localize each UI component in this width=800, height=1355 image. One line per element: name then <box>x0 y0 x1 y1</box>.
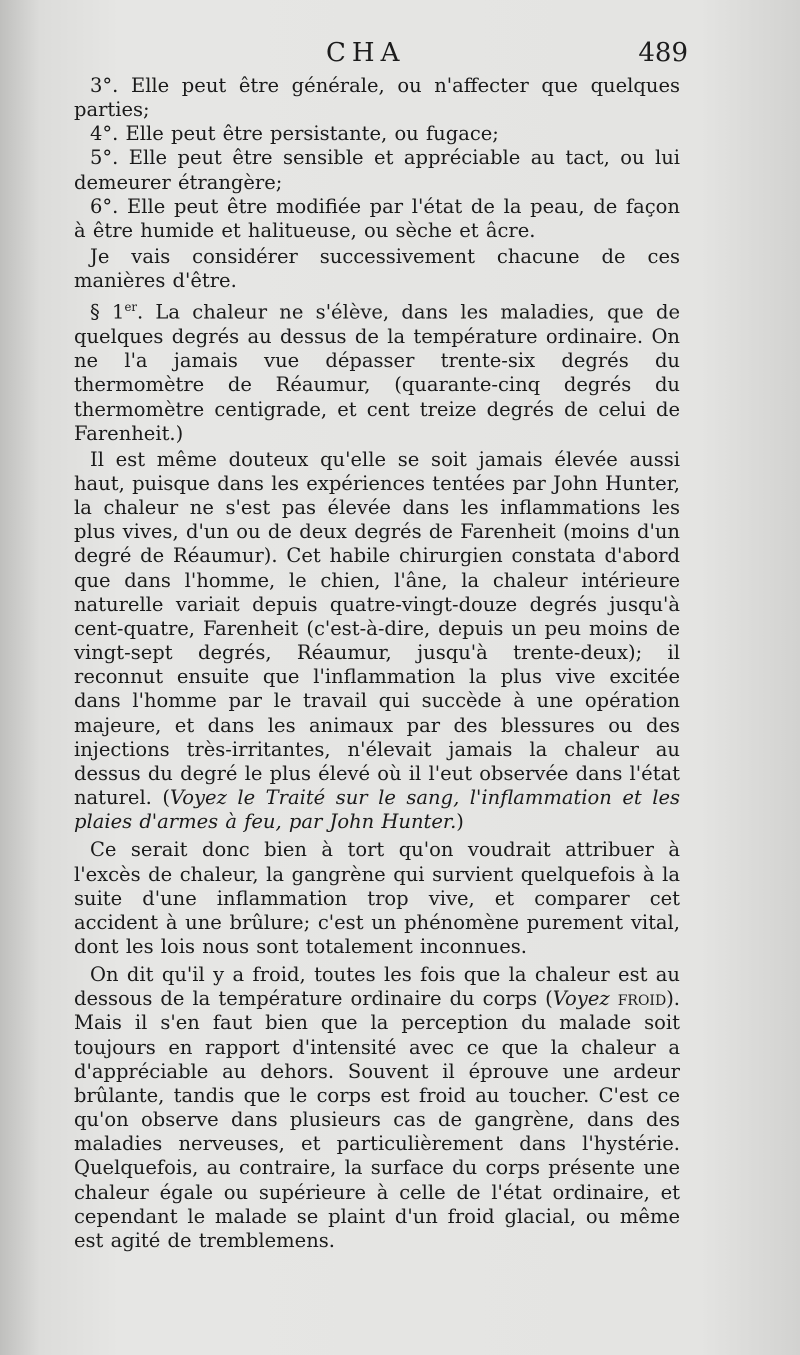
section-text: . La chaleur ne s'élève, dans les maladies, que de quelques degrés au dessus de la température ordinaire. On ne l'a jamais vue dépasser trente-six degrés du thermomètre de Réaumur, (quarante-cinq degrés du thermomètre centigrade, et cent treize degrés de celui de Farenheit.) <box>74 300 680 445</box>
section-mark-superscript: er <box>124 300 137 315</box>
page-number: 489 <box>638 38 688 68</box>
list-item-6: 6°. Elle peut être modifiée par l'état de la peau, de façon à être humide et halitueuse, ou sèche et âcre. <box>74 194 680 242</box>
froid-paragraph <box>74 963 680 1253</box>
froid-voyez: Voyez <box>552 987 610 1011</box>
hunter-reference: Voyez le Traité sur le sang, l'inflammation et les plaies d'armes à feu, par John Hunter. <box>74 786 680 834</box>
body-text <box>74 74 680 1253</box>
list-item-3: 3°. Elle peut être générale, ou n'affecter que quelques parties; <box>74 74 680 122</box>
running-head: CHA <box>326 38 406 68</box>
hunter-paragraph <box>74 448 680 835</box>
hunter-text: Il est même douteux qu'elle se soit jamais élevée aussi haut, puisque dans les expériences tentées par John Hunter, la chaleur ne s'est pas élevée dans les inflammations les plus vives, d'un ou de deux degrés de Farenheit (moins d'un degré de Réaumur). Cet habile chirurgien constata d'abord que dans l'homme, le chien, l'âne, la chaleur intérieure naturelle variait depuis quatre-vingt-douze degrés jusqu'à cent-quatre, Farenheit (c'est-à-dire, depuis un peu moins de vingt-sept degrés, Réaumur, jusqu'à trente-deux); il reconnut ensuite que l'inflammation la plus vive excitée dans l'homme par le travail qui succède à une opération majeure, et dans les animaux par des blessures ou des injections très-irritantes, n'élevait jamais la chaleur au dessus du degré le plus élevé où il l'eut observée dans l'état naturel. ( <box>74 447 680 810</box>
page-header <box>0 38 800 78</box>
intro-paragraph: Je vais considérer successivement chacune de ces manières d'être. <box>74 245 680 293</box>
froid-crossref: froid <box>617 987 667 1011</box>
froid-text-after: ). Mais il s'en faut bien que la perception du malade soit toujours en rapport d'intensité avec ce que la chaleur a d'appréciable au dehors. Souvent il éprouve une ardeur brûlante, tandis que le corps est froid au toucher. C'est ce qu'on observe dans plusieurs cas de gangrène, dans des maladies nerveuses, et particulièrement dans l'hystérie. Quelquefois, au contraire, la surface du corps présente une chaleur égale ou supérieure à celle de l'état ordinaire, et cependant le malade se plaint d'un froid glacial, ou même est agité de tremblemens. <box>74 987 680 1252</box>
gangrene-paragraph: Ce serait donc bien à tort qu'on voudrait attribuer à l'excès de chaleur, la gangrène qui survient quelquefois à la suite d'une inflammation trop vive, et comparer cet accident à une brûlure; c'est un phénomène purement vital, dont les lois nous sont totalement inconnues. <box>74 838 680 958</box>
section-mark: § 1 <box>90 300 125 324</box>
froid-text-before: On dit qu'il y a froid, toutes les fois que la chaleur est au dessous de la température ordinaire du corps ( <box>74 963 680 1011</box>
list-item-4: 4°. Elle peut être persistante, ou fugace; <box>90 122 499 146</box>
section-paragraph <box>74 295 680 445</box>
list-item-5: 5°. Elle peut être sensible et appréciable au tact, ou lui demeurer étrangère; <box>74 146 680 194</box>
hunter-close: ) <box>456 810 464 834</box>
